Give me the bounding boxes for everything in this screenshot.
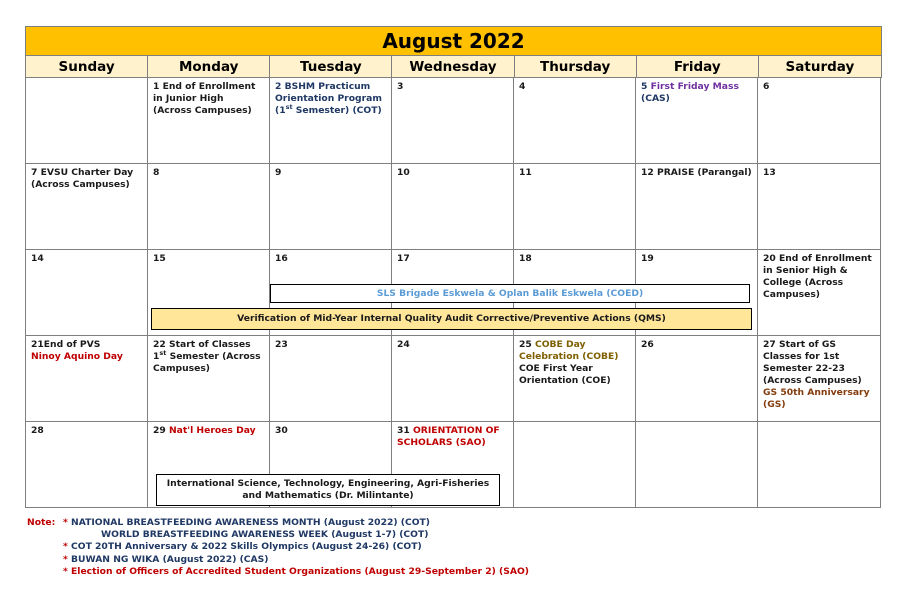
- day-cell-empty: [758, 422, 881, 508]
- day-number: 31: [397, 425, 413, 436]
- day-cell-aug-2: [270, 78, 392, 164]
- day-number: 4: [519, 81, 526, 92]
- notes-label: Note:: [27, 517, 56, 528]
- day-cell-aug-21: [26, 336, 148, 422]
- calendar: [25, 26, 882, 508]
- span-event-qms-verification: Verification of Mid-Year Internal Quality Audit Corrective/Preventive Actions (QMS): [151, 308, 752, 330]
- day-number: 6: [763, 81, 770, 92]
- day-cell-aug-3: [392, 78, 514, 164]
- day-header-tuesday: Tuesday: [270, 56, 392, 78]
- ordinal-suffix: st: [285, 102, 293, 111]
- day-number: 24: [397, 339, 410, 350]
- event-text: 7 EVSU Charter Day (Across Campuses): [31, 167, 134, 190]
- week-row-1: [25, 78, 882, 164]
- day-cell-aug-14: [26, 250, 148, 336]
- holiday-text: Nat'l Heroes Day: [168, 425, 256, 436]
- day-number: 28: [31, 425, 44, 436]
- event-text: COE First Year Orientation (COE): [519, 363, 611, 386]
- event-text: ORIENTATION OF SCHOLARS (SAO): [397, 425, 500, 448]
- day-number: 9: [275, 167, 282, 178]
- day-number: 29: [153, 425, 169, 436]
- event-text: 22 Start of Classes 1: [153, 339, 251, 362]
- event-text: 1 End of Enrollment in Junior High (Across Campuses): [153, 81, 256, 116]
- day-number: 3: [397, 81, 404, 92]
- calendar-title: August 2022: [25, 26, 882, 56]
- note-item: WORLD BREASTFEEDING AWARENESS WEEK (August 1-7) (COT): [101, 529, 429, 541]
- day-header-wednesday: Wednesday: [392, 56, 514, 78]
- day-header-row: [25, 56, 882, 78]
- day-cell-aug-22: [148, 336, 270, 422]
- event-text: 21End of PVS: [31, 339, 101, 350]
- day-cell-aug-10: [392, 164, 514, 250]
- day-cell-aug-12: [636, 164, 758, 250]
- event-text: 27 Start of GS Classes for 1st Semester 22-23 (Across Campuses): [763, 339, 862, 386]
- day-cell-aug-11: [514, 164, 636, 250]
- day-cell-aug-4: [514, 78, 636, 164]
- event-text: Semester (Across Campuses): [153, 351, 261, 374]
- day-number: 5: [641, 81, 651, 92]
- day-number: 18: [519, 253, 532, 264]
- day-cell-aug-6: [758, 78, 881, 164]
- span-event-sls-brigade: SLS Brigade Eskwela & Oplan Balik Eskwela (COED): [270, 284, 750, 303]
- day-cell-aug-23: [270, 336, 392, 422]
- day-header-sunday: Sunday: [26, 56, 148, 78]
- day-number: 10: [397, 167, 410, 178]
- day-number: 16: [275, 253, 288, 264]
- week-row-2: [25, 164, 882, 250]
- event-text: GS 50th Anniversary (GS): [763, 387, 870, 410]
- day-number: 17: [397, 253, 410, 264]
- day-header-monday: Monday: [148, 56, 270, 78]
- event-text: 12 PRAISE (Parangal): [641, 167, 752, 178]
- day-cell-aug-8: [148, 164, 270, 250]
- note-item: * Election of Officers of Accredited Student Organizations (August 29-September 2) (SAO): [63, 565, 529, 577]
- day-number: 8: [153, 167, 160, 178]
- note-item: * COT 20TH Anniversary & 2022 Skills Olympics (August 24-26) (COT): [63, 541, 422, 553]
- event-text: COBE Day Celebration (COBE): [519, 339, 619, 362]
- day-cell-aug-5: [636, 78, 758, 164]
- day-number: 25: [519, 339, 535, 350]
- note-item: * BUWAN NG WIKA (August 2022) (CAS): [63, 553, 269, 565]
- day-number: 15: [153, 253, 166, 264]
- event-text: First Friday Mass: [650, 81, 739, 92]
- note-item: * NATIONAL BREASTFEEDING AWARENESS MONTH (August 2022) (COT): [63, 517, 430, 528]
- day-number: 13: [763, 167, 776, 178]
- day-cell-aug-26: [636, 336, 758, 422]
- event-text: Semester) (COT): [292, 105, 382, 116]
- ordinal-suffix: st: [159, 348, 167, 357]
- day-number: 11: [519, 167, 532, 178]
- day-cell-aug-28: [26, 422, 148, 508]
- holiday-text: Ninoy Aquino Day: [31, 351, 123, 362]
- day-cell-empty: [26, 78, 148, 164]
- day-number: 26: [641, 339, 654, 350]
- day-number: 14: [31, 253, 44, 264]
- day-cell-aug-24: [392, 336, 514, 422]
- day-cell-aug-13: [758, 164, 881, 250]
- day-cell-aug-9: [270, 164, 392, 250]
- day-cell-aug-27: [758, 336, 881, 422]
- day-header-friday: Friday: [637, 56, 759, 78]
- day-number: 30: [275, 425, 288, 436]
- event-text: (CAS): [641, 93, 670, 104]
- day-cell-empty: [514, 422, 636, 508]
- day-cell-empty: [636, 422, 758, 508]
- day-header-thursday: Thursday: [515, 56, 637, 78]
- day-header-saturday: Saturday: [759, 56, 882, 78]
- day-cell-aug-7: [26, 164, 148, 250]
- event-text: 2 BSHM Practicum Orientation Program (1: [275, 81, 382, 116]
- day-number: 19: [641, 253, 654, 264]
- day-cell-aug-1: [148, 78, 270, 164]
- week-row-4: [25, 336, 882, 422]
- day-cell-aug-20: [758, 250, 881, 336]
- day-number: 23: [275, 339, 288, 350]
- span-event-istem: International Science, Technology, Engineering, Agri-Fisheries and Mathematics (Dr. Milintante): [156, 474, 500, 506]
- day-cell-aug-25: [514, 336, 636, 422]
- event-text: 20 End of Enrollment in Senior High & College (Across Campuses): [763, 253, 872, 300]
